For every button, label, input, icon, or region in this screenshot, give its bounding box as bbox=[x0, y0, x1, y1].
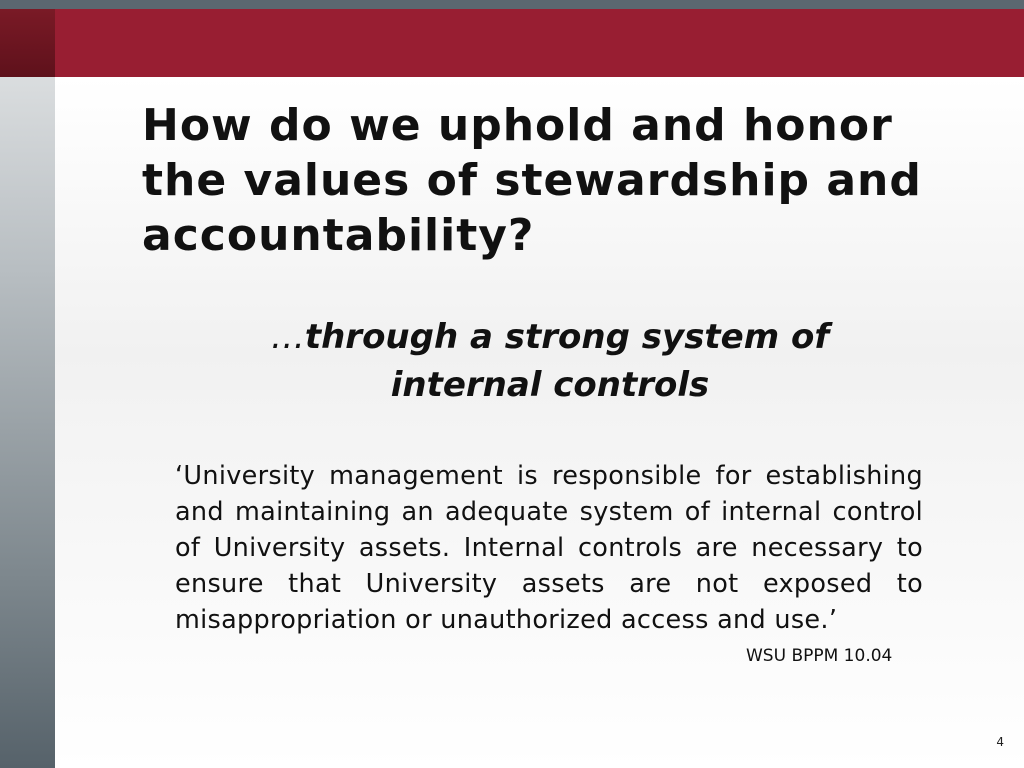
subtitle-ellipsis: … bbox=[270, 317, 305, 357]
header-banner bbox=[55, 9, 1024, 77]
slide-title: How do we uphold and honor the values of stewardship and accountability? bbox=[142, 100, 922, 261]
left-accent-block bbox=[0, 9, 55, 77]
slide-subtitle bbox=[240, 313, 860, 409]
left-decorative-band bbox=[0, 9, 55, 768]
policy-quote: ‘University management is responsible for establishing and maintaining an adequate system of internal control of University assets. Internal controls are necessary to ensure that University assets are not exposed to misappropriation or unauthorized access and use.’ bbox=[175, 461, 923, 635]
top-strip bbox=[0, 0, 1024, 9]
subtitle-line-2: internal controls bbox=[390, 365, 710, 405]
quote-citation: WSU BPPM 10.04 bbox=[746, 646, 893, 666]
page-number: 4 bbox=[996, 735, 1004, 749]
subtitle-line-1: through a strong system of bbox=[304, 317, 830, 357]
